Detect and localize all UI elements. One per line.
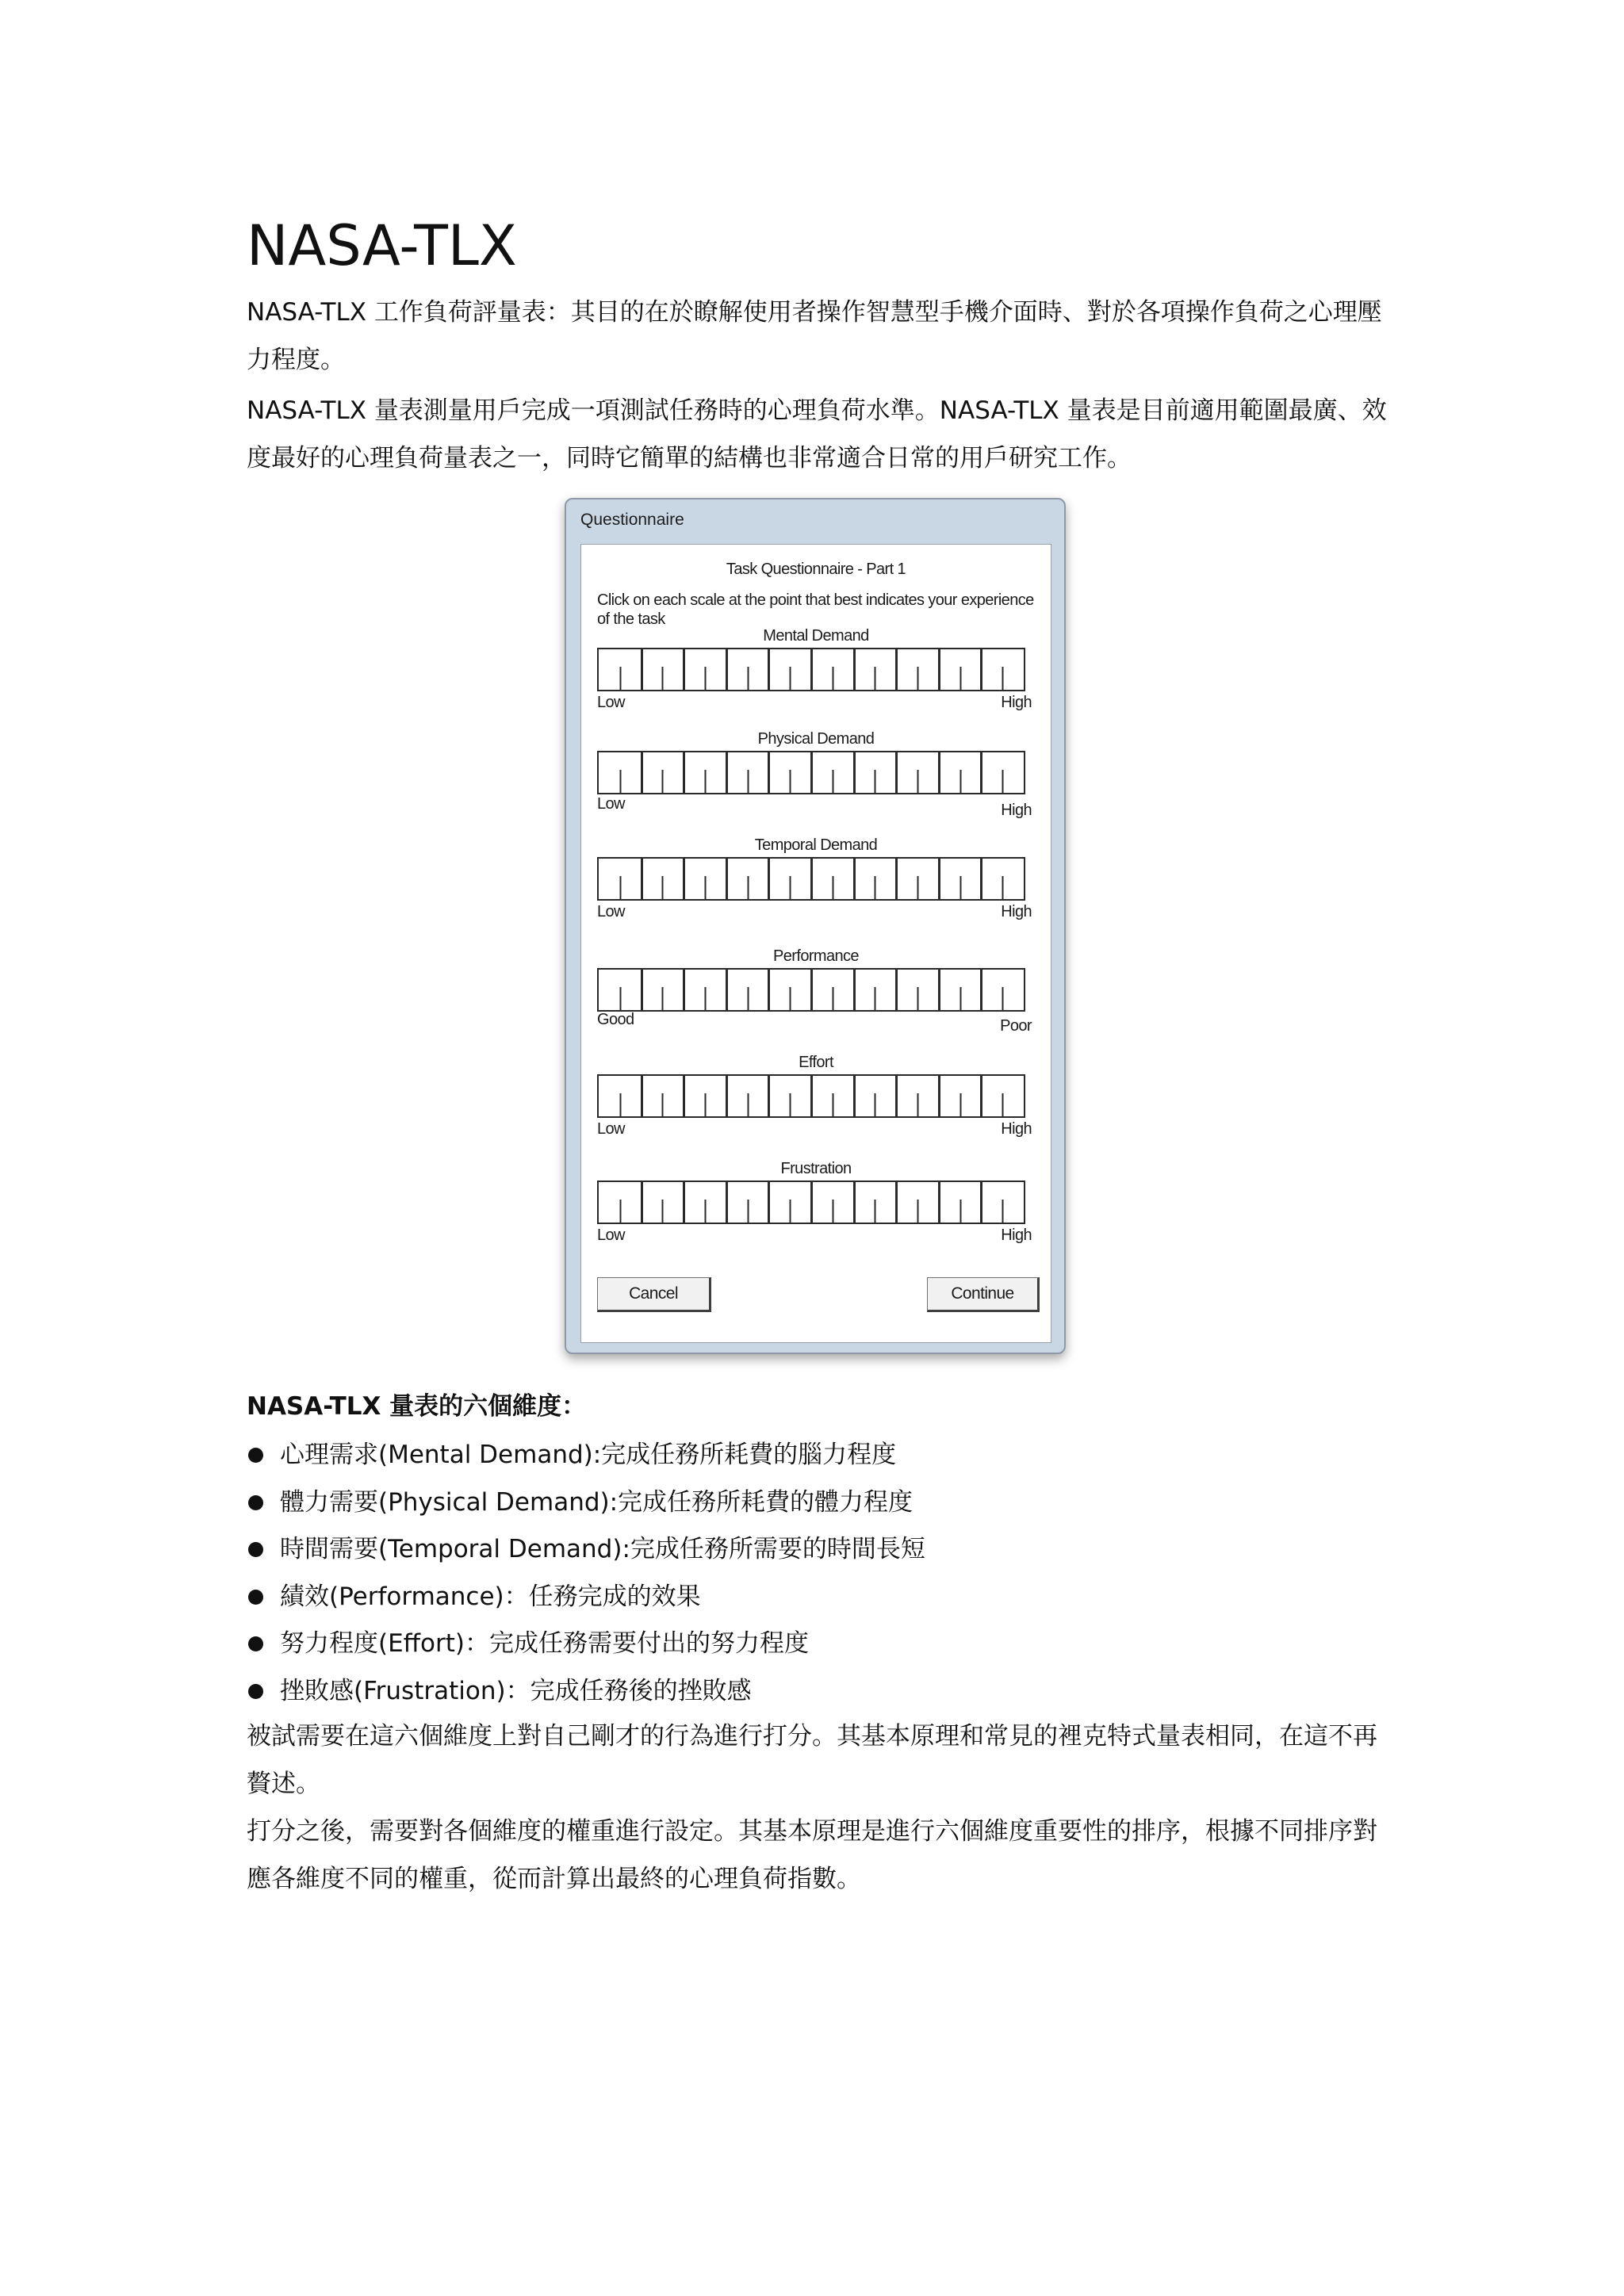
scale-title: Mental Demand [763,627,869,645]
scale-ticks [599,649,1024,690]
cancel-button[interactable]: Cancel [597,1277,711,1312]
rating-scale[interactable] [597,968,1025,1012]
dimension-text: 時間需要(Temporal Demand):完成任務所需要的時間長短 [280,1535,925,1564]
questionnaire-instruction: Click on each scale at the point that best indicates your experience of the task [597,591,1034,628]
dimension-text: 績效(Performance)：任務完成的效果 [280,1582,701,1611]
list-item [247,1526,1388,1574]
bullet-icon [248,1448,263,1463]
bullet-icon [248,1590,263,1605]
dimension-text: 挫敗感(Frustration)：完成任務後的挫敗感 [280,1676,752,1705]
scale-title: Physical Demand [757,730,875,748]
scale-low-label: Good [597,1011,634,1028]
scale-title: Frustration [780,1160,852,1177]
document-title: NASA-TLX [247,213,517,278]
scale-low-label: Low [597,903,625,920]
questionnaire-panel [580,544,1051,1343]
scale-high-label: Poor [1000,1017,1032,1035]
scale-title: Temporal Demand [754,836,878,854]
intro-paragraph: NASA-TLX 工作負荷評量表：其目的在於瞭解使用者操作智慧型手機介面時、對於各項操作負荷之心理壓力程度。 [247,298,1382,374]
questionnaire-heading: Task Questionnaire - Part 1 [726,561,906,578]
bullet-icon [248,1542,263,1557]
dimensions-heading: NASA-TLX 量表的六個維度： [247,1392,587,1421]
window-title: Questionnaire [580,511,684,529]
rating-scale[interactable] [597,648,1025,691]
dimension-text: 努力程度(Effort)：完成任務需要付出的努力程度 [280,1629,809,1659]
continue-button[interactable]: Continue [927,1277,1040,1312]
scale-low-label: Low [597,795,625,813]
bullet-icon [248,1495,263,1510]
scale-low-label: Low [597,1120,625,1138]
bullet-icon [248,1684,263,1699]
list-item [247,1668,1388,1716]
list-item [247,1479,1388,1527]
rating-scale[interactable] [597,857,1025,901]
scale-ticks [599,859,1024,899]
closing-paragraph: 被試需要在這六個維度上對自己剛才的行為進行打分。其基本原理和常見的裡克特式量表相同，在這不再贅述。 [247,1722,1377,1798]
list-item [247,1574,1388,1621]
list-item [247,1621,1388,1668]
scale-high-label: High [1001,802,1032,819]
list-item [247,1432,1388,1479]
scale-low-label: Low [597,694,625,711]
scale-high-label: High [1001,1226,1032,1244]
scale-title: Effort [799,1054,833,1071]
scale-title: Performance [773,947,859,965]
rating-scale[interactable] [597,1181,1025,1224]
scale-ticks [599,970,1024,1010]
bullet-icon [248,1636,263,1651]
rating-scale[interactable] [597,751,1025,794]
scale-high-label: High [1001,1120,1032,1138]
questionnaire-screenshot [565,498,1066,1354]
rating-scale[interactable] [597,1074,1025,1118]
intro-paragraph: NASA-TLX 量表測量用戶完成一項測試任務時的心理負荷水準。NASA-TLX 量表是目前適用範圍最廣、效度最好的心理負荷量表之一，同時它簡單的結構也非常適合日常的用戶研究工作。 [247,396,1387,473]
scale-ticks [599,1076,1024,1116]
scale-high-label: High [1001,903,1032,920]
dimension-text: 體力需要(Physical Demand):完成任務所耗費的體力程度 [280,1487,914,1517]
dimensions-list [247,1432,1388,1716]
scale-ticks [599,1182,1024,1223]
dimension-text: 心理需求(Mental Demand):完成任務所耗費的腦力程度 [280,1441,897,1469]
scale-high-label: High [1001,694,1032,711]
scale-ticks [599,752,1024,793]
closing-paragraph: 打分之後，需要對各個維度的權重進行設定。其基本原理是進行六個維度重要性的排序，根據不同排序對應各維度不同的權重，從而計算出最終的心理負荷指數。 [247,1817,1377,1893]
scale-low-label: Low [597,1226,625,1244]
